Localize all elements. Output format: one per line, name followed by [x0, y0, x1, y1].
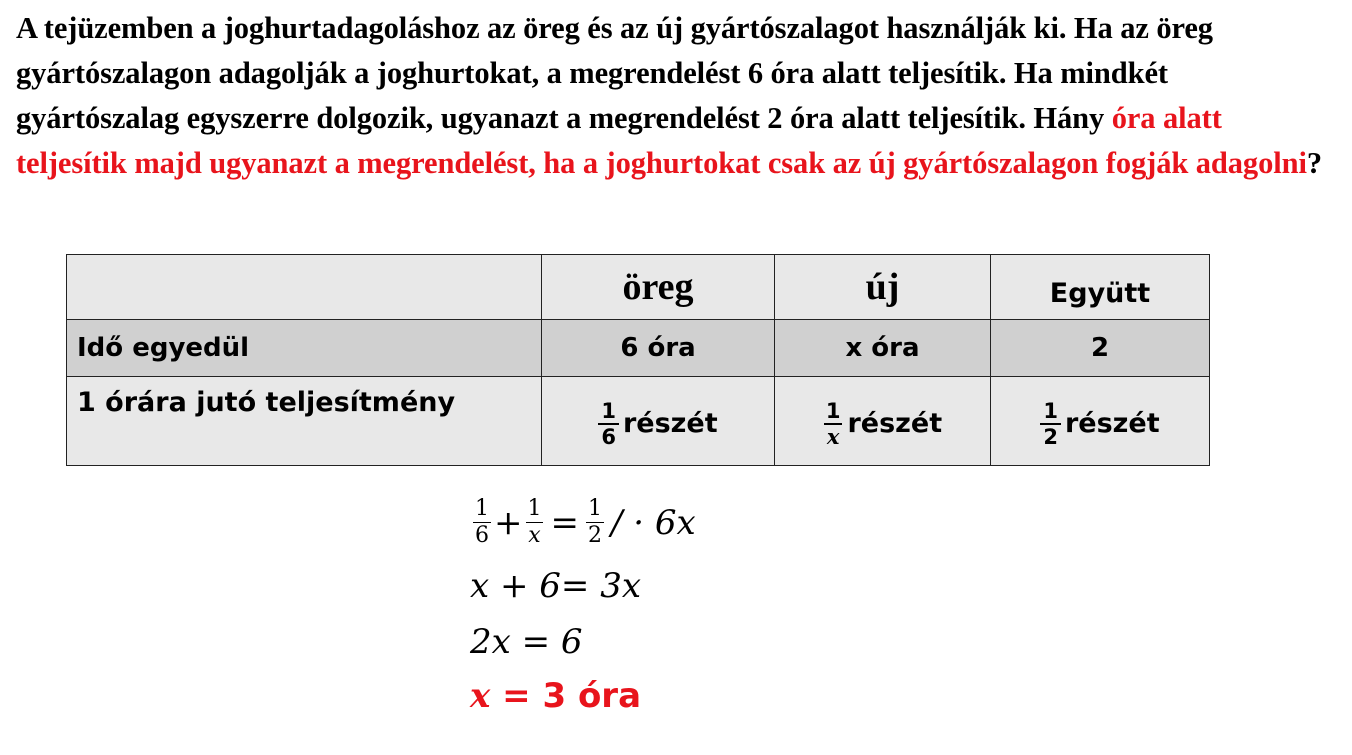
header-empty-cell — [67, 255, 542, 320]
fraction-denominator: x — [528, 523, 541, 548]
fraction — [598, 399, 619, 449]
table-row — [67, 320, 1210, 377]
equation-3 — [470, 622, 583, 662]
fraction-numerator: 1 — [527, 496, 542, 521]
cell-together-time: 2 — [991, 320, 1210, 377]
answer-variable: x — [470, 676, 491, 716]
rate-suffix: részét — [1064, 408, 1160, 439]
fraction — [526, 496, 544, 549]
rate-suffix: részét — [847, 408, 943, 439]
cell-old-time: 6 óra — [542, 320, 775, 377]
table-header-row — [67, 255, 1210, 320]
header-old: öreg — [542, 255, 775, 320]
problem-text: A tejüzemben a joghurtadagoláshoz az öreg és az új gyártószalagot használják ki. Ha az öreg gyártószalagon adagolják a joghurtokat, a megrendelést 6 óra alatt teljesítik. Ha mindkét gyártószalag egyszerre dolgozik, ugyanazt a megrendelést 2 óra alatt teljesítik. Hány — [16, 11, 1213, 135]
cell-old-rate — [542, 377, 775, 466]
equals-sign: = — [550, 502, 579, 543]
fraction — [1040, 399, 1061, 449]
fraction-numerator: 1 — [475, 496, 489, 521]
fraction-denominator: 6 — [475, 523, 489, 548]
header-together-label: Együtt — [1049, 277, 1151, 309]
fraction — [823, 399, 844, 449]
cell-new-rate — [775, 377, 991, 466]
fraction — [473, 496, 491, 549]
row-label-time: Idő egyedül — [67, 320, 542, 377]
header-new: új — [775, 255, 991, 320]
problem-question-mark: ? — [1306, 146, 1322, 180]
equation-2-text: x + 6= 3x — [470, 566, 642, 606]
fraction-numerator: 1 — [588, 496, 602, 521]
answer-value: = 3 óra — [490, 676, 642, 716]
fraction-denominator: 6 — [598, 423, 619, 449]
fraction — [586, 496, 604, 549]
final-answer — [470, 676, 641, 716]
fraction-denominator: x — [824, 423, 843, 449]
equation-2 — [470, 566, 641, 606]
table-row — [67, 377, 1210, 466]
cell-together-rate — [991, 377, 1210, 466]
problem-statement — [16, 6, 1336, 186]
equation-3-text: 2x = 6 — [470, 622, 583, 662]
data-table — [66, 254, 1210, 466]
fraction-denominator: 2 — [588, 523, 602, 548]
problem-question-highlight: óra alatt teljesítik majd ugyanazt a megrendelést, ha a joghurtokat csak az új gyártószalagon fogják adagolni — [16, 101, 1307, 180]
header-together — [991, 255, 1210, 320]
fraction-numerator: 1 — [825, 398, 841, 423]
fraction-numerator: 1 — [1043, 398, 1058, 423]
plus-sign: + — [494, 502, 523, 543]
equation-1-operation: / · 6x — [611, 502, 696, 543]
rate-suffix: részét — [622, 408, 718, 439]
cell-new-time: x óra — [775, 320, 991, 377]
fraction-denominator: 2 — [1040, 423, 1061, 449]
fraction-numerator: 1 — [601, 398, 616, 423]
row-label-rate: 1 órára jutó teljesítmény — [67, 377, 542, 466]
equation-1 — [470, 496, 696, 549]
